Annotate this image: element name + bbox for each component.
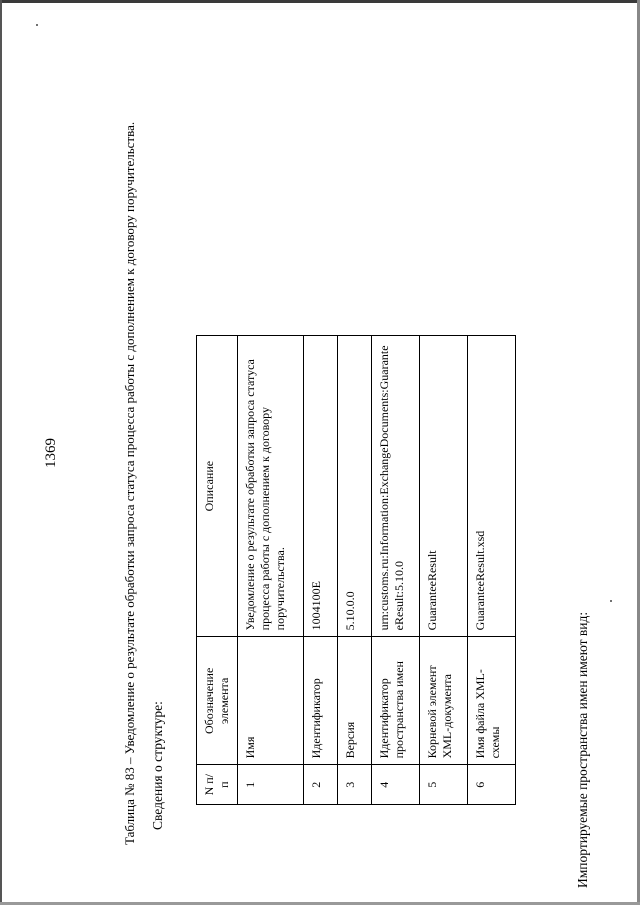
row-description: GuaranteeResult (420, 336, 468, 637)
table-row (420, 336, 468, 805)
row-description: urn:customs.ru:Information:ExchangeDocuments:GuaranteeResult:5.10.0 (372, 336, 420, 637)
row-number: 3 (338, 765, 372, 805)
header-description: Описание (197, 336, 238, 637)
row-element: Имя (238, 637, 304, 765)
row-element: Идентификатор пространства имен (372, 637, 420, 765)
row-element: Корневой элемент XML-документа (420, 637, 468, 765)
row-element: Версия (338, 637, 372, 765)
header-element: Обозначение элемента (197, 637, 238, 765)
row-number: 6 (468, 765, 516, 805)
table-row (338, 336, 372, 805)
row-number: 2 (304, 765, 338, 805)
row-description: Уведомление о результате обработки запроса статуса процесса работы с дополнением к договору поручительства. (238, 336, 304, 637)
row-number: 5 (420, 765, 468, 805)
table-header-row (197, 336, 238, 805)
footer-text: Импортируемые пространства имен имеют вид: (575, 611, 590, 888)
row-description: 5.10.0.0 (338, 336, 372, 637)
intro-text: Сведения о структуре: (150, 701, 165, 830)
row-number: 4 (372, 765, 420, 805)
table-row (304, 336, 338, 805)
table-row (238, 336, 304, 805)
structure-table (196, 335, 516, 805)
page-number: 1369 (43, 438, 59, 468)
row-number: 1 (238, 765, 304, 805)
row-description: 1004100E (304, 336, 338, 637)
table-caption: Таблица № 83 – Уведомление о результате обработки запроса статуса процесса работы с дополнением к договору поручительства. (122, 121, 137, 845)
row-element: Идентификатор (304, 637, 338, 765)
row-element: Имя файла XML-схемы (468, 637, 516, 765)
header-number: N п/п (197, 765, 238, 805)
row-description: GuaranteeResult.xsd (468, 336, 516, 637)
table-row (468, 336, 516, 805)
table-row (372, 336, 420, 805)
